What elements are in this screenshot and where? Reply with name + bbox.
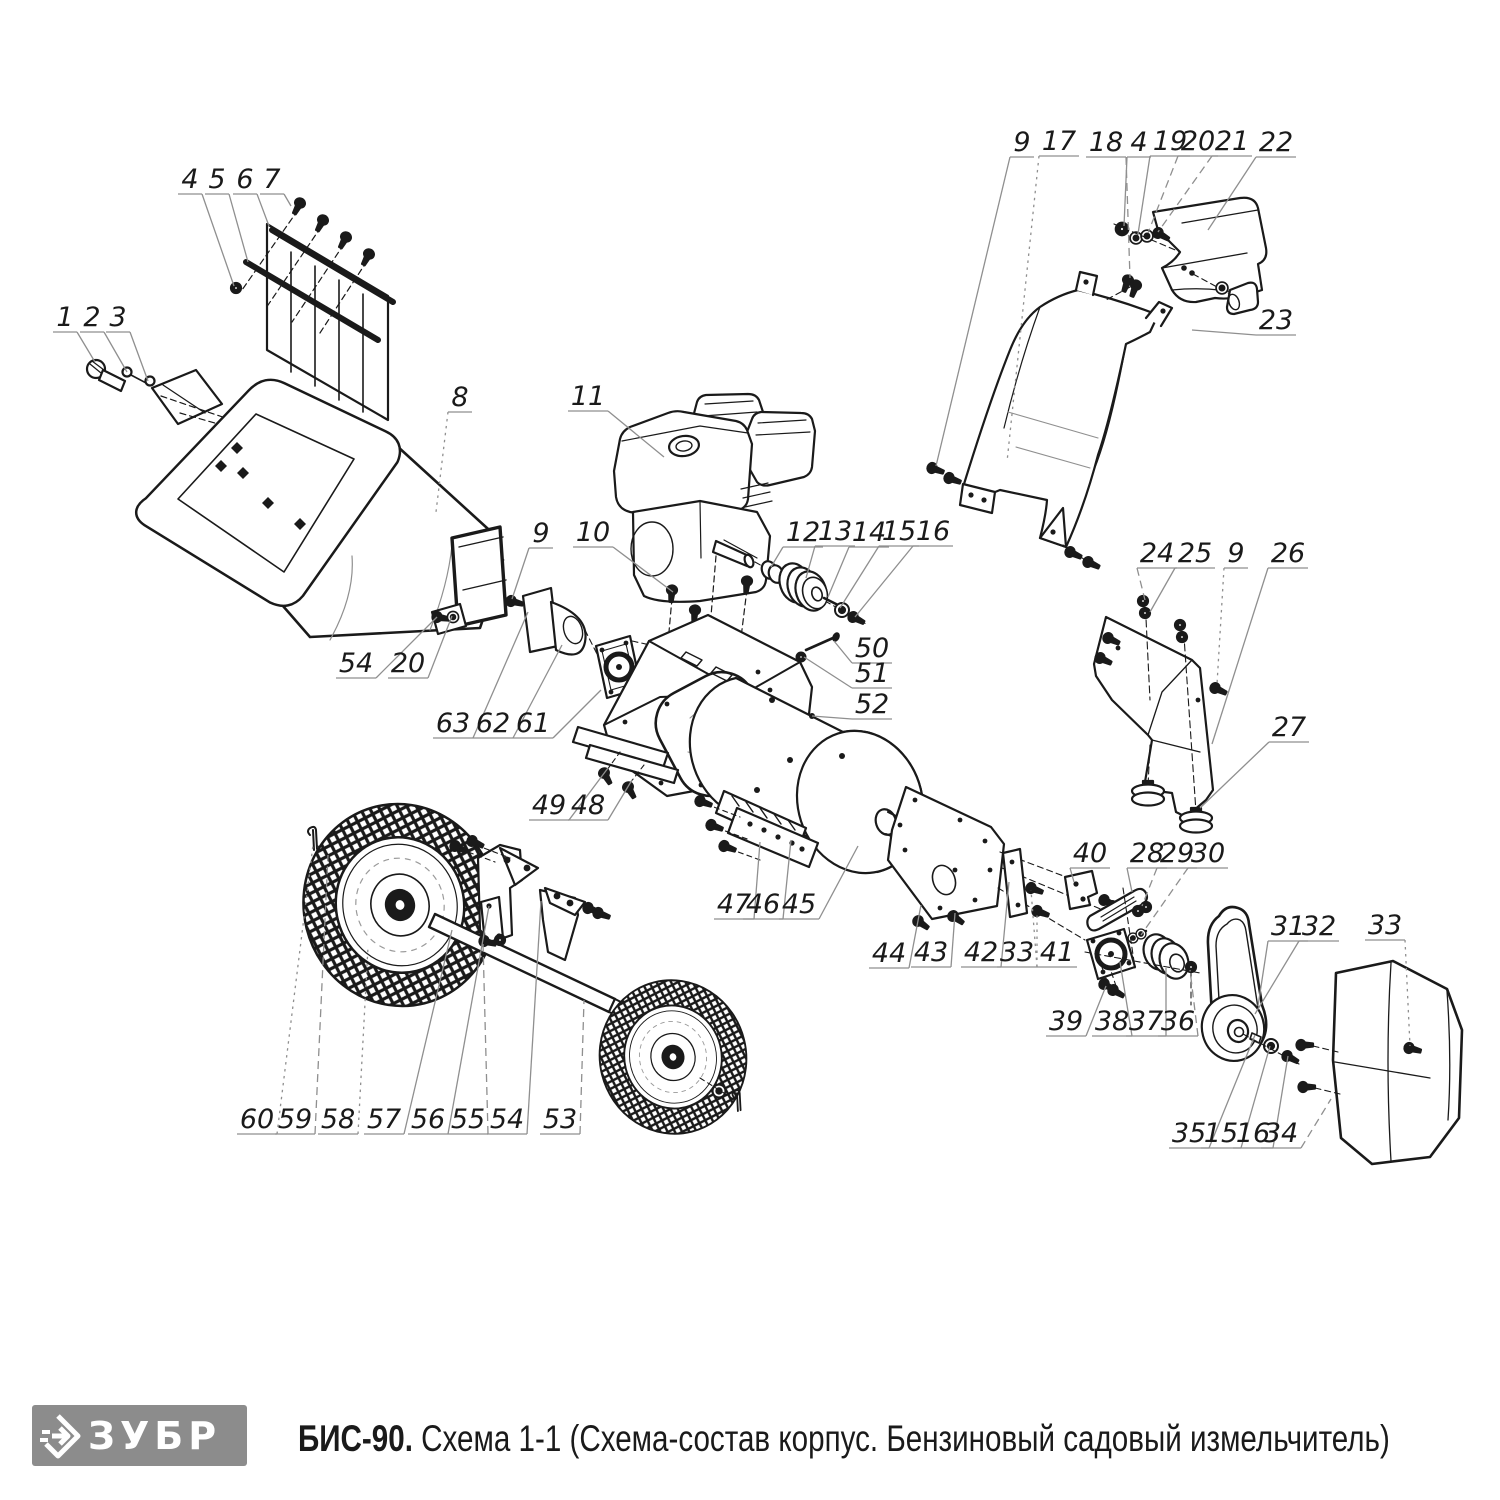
svg-text:51: 51	[854, 658, 890, 689]
svg-text:33: 33	[1367, 910, 1403, 941]
part-label-7	[260, 164, 291, 206]
model-name: БИС-90.	[298, 1418, 413, 1459]
wheel-axle-part	[282, 784, 762, 1149]
part-label-4	[178, 164, 234, 286]
svg-text:46: 46	[745, 889, 781, 920]
svg-text:24: 24	[1139, 538, 1175, 569]
part-label-9	[1217, 538, 1248, 684]
belt-cover-part	[1297, 961, 1463, 1164]
svg-text:2: 2	[83, 302, 101, 333]
svg-text:63: 63	[435, 708, 471, 739]
svg-text:19: 19	[1152, 126, 1188, 157]
svg-text:58: 58	[320, 1104, 356, 1135]
svg-text:42: 42	[963, 937, 999, 968]
svg-text:20: 20	[390, 648, 426, 679]
svg-text:26: 26	[1270, 538, 1306, 569]
deflector-part	[1114, 198, 1266, 314]
svg-text:4: 4	[181, 164, 199, 195]
svg-text:23: 23	[1258, 305, 1294, 336]
svg-text:20: 20	[1180, 126, 1216, 157]
svg-text:53: 53	[542, 1104, 578, 1135]
svg-text:55: 55	[450, 1104, 486, 1135]
svg-text:12: 12	[785, 517, 821, 548]
svg-text:62: 62	[475, 708, 511, 739]
svg-text:45: 45	[781, 889, 817, 920]
svg-text:16: 16	[915, 516, 951, 547]
schema-title	[298, 1418, 1390, 1460]
svg-text:15: 15	[881, 516, 917, 547]
stand-bracket-part	[1094, 596, 1228, 833]
svg-text:48: 48	[570, 790, 606, 821]
svg-text:16: 16	[1235, 1118, 1271, 1149]
part-label-31	[1258, 911, 1308, 1006]
svg-text:25: 25	[1177, 538, 1213, 569]
svg-text:21: 21	[1214, 126, 1250, 157]
svg-text:54: 54	[338, 648, 374, 679]
svg-text:43: 43	[913, 937, 949, 968]
zubr-diamond-arrow-icon	[32, 1410, 84, 1462]
svg-text:14: 14	[851, 517, 887, 548]
part-label-60	[237, 845, 313, 1135]
svg-text:1: 1	[56, 302, 74, 333]
part-label-18	[1086, 127, 1130, 278]
svg-text:17: 17	[1041, 126, 1077, 157]
svg-text:7: 7	[263, 164, 281, 195]
svg-text:31: 31	[1270, 911, 1306, 942]
svg-text:6: 6	[236, 164, 254, 195]
svg-text:57: 57	[366, 1104, 402, 1135]
wheel-right	[584, 965, 763, 1149]
svg-text:28: 28	[1129, 838, 1165, 869]
svg-text:11: 11	[570, 381, 606, 412]
svg-text:54: 54	[489, 1104, 525, 1135]
svg-text:52: 52	[854, 689, 890, 720]
hopper-part	[137, 383, 506, 640]
part-label-27	[1200, 712, 1309, 808]
part-label-41	[1037, 913, 1077, 968]
svg-text:8: 8	[451, 382, 469, 413]
svg-text:9: 9	[1013, 127, 1031, 158]
brand-logo	[32, 1405, 247, 1466]
svg-text:27: 27	[1271, 712, 1307, 743]
svg-text:40: 40	[1072, 838, 1108, 869]
svg-text:38: 38	[1094, 1006, 1130, 1037]
part-label-53	[540, 1000, 584, 1135]
svg-text:13: 13	[817, 516, 853, 547]
part-label-36	[1158, 970, 1198, 1037]
part-label-9	[512, 518, 553, 599]
svg-text:10: 10	[575, 517, 611, 548]
svg-text:50: 50	[854, 633, 890, 664]
svg-text:9: 9	[1227, 538, 1245, 569]
part-label-24	[1137, 538, 1177, 600]
schema-subtitle: Схема 1-1 (Схема-состав корпус. Бензиновый садовый измельчитель)	[412, 1418, 1390, 1459]
svg-text:29: 29	[1159, 838, 1195, 869]
part-label-51	[804, 657, 892, 689]
svg-text:36: 36	[1160, 1006, 1196, 1037]
svg-text:9: 9	[532, 518, 550, 549]
svg-text:56: 56	[410, 1104, 446, 1135]
svg-text:39: 39	[1048, 1006, 1084, 1037]
svg-text:41: 41	[1039, 937, 1075, 968]
part-label-12	[771, 517, 823, 567]
svg-text:3: 3	[109, 302, 127, 333]
svg-text:33: 33	[999, 937, 1035, 968]
svg-text:34: 34	[1263, 1118, 1299, 1149]
engine-pulley-part	[755, 559, 868, 627]
svg-text:47: 47	[716, 889, 752, 920]
part-label-34	[1261, 1099, 1331, 1149]
svg-text:22: 22	[1258, 127, 1294, 158]
svg-text:15: 15	[1203, 1118, 1239, 1149]
svg-text:35: 35	[1171, 1118, 1207, 1149]
svg-text:37: 37	[1128, 1006, 1164, 1037]
svg-text:61: 61	[515, 708, 551, 739]
svg-text:44: 44	[871, 938, 907, 969]
brand-name: ЗУБР	[88, 1413, 222, 1458]
svg-text:59: 59	[277, 1104, 313, 1135]
part-label-52	[812, 689, 892, 720]
svg-text:4: 4	[1130, 127, 1148, 158]
chute-part	[926, 272, 1175, 572]
svg-text:32: 32	[1301, 911, 1337, 942]
svg-text:18: 18	[1088, 127, 1124, 158]
svg-text:49: 49	[531, 790, 567, 821]
svg-text:30: 30	[1190, 838, 1226, 869]
svg-text:5: 5	[208, 164, 226, 195]
svg-text:60: 60	[239, 1104, 275, 1135]
